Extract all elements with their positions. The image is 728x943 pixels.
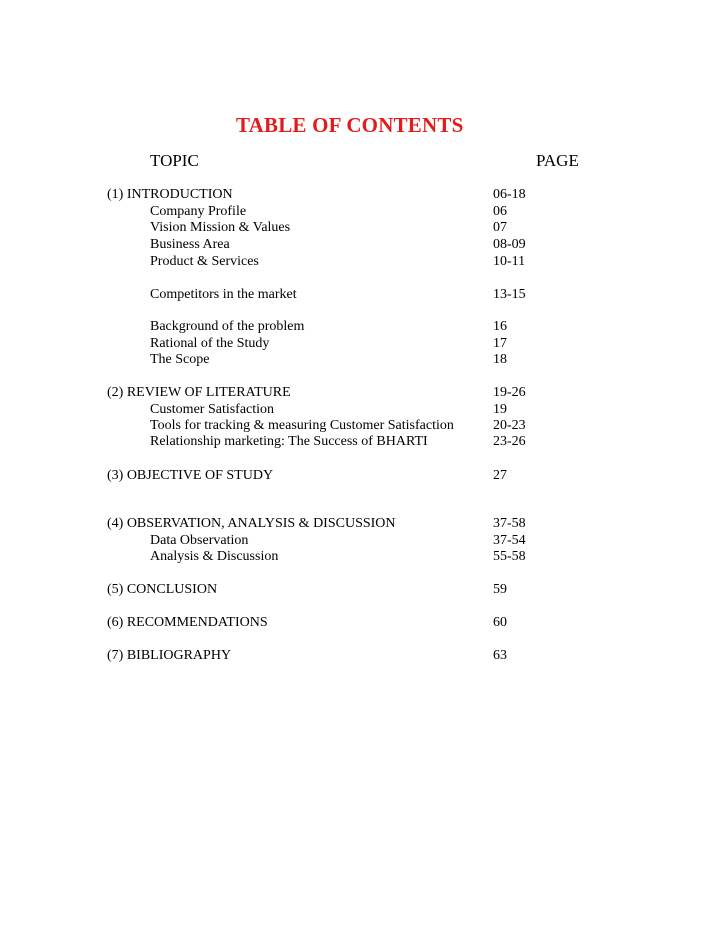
toc-entry-page: 27 [493, 468, 507, 483]
toc-entry-label: Customer Satisfaction [150, 402, 275, 417]
toc-entry-label: (7) BIBLIOGRAPHY [107, 648, 232, 663]
toc-entry-label: Rational of the Study [150, 336, 270, 351]
toc-entry-label: Business Area [150, 237, 230, 252]
toc-entry-label: Tools for tracking & measuring Customer Satisfaction [150, 418, 454, 433]
toc-subentry-row [0, 402, 728, 418]
toc-entry-page: 06 [493, 204, 507, 219]
toc-entry-label: (3) OBJECTIVE OF STUDY [107, 468, 274, 483]
toc-entry-page: 10-11 [493, 254, 526, 269]
topic-column-header: TOPIC [150, 151, 199, 170]
toc-subentry-row [0, 287, 728, 303]
toc-entry-label: Relationship marketing: The Success of BHARTI [150, 434, 428, 449]
toc-entry-page: 18 [493, 352, 507, 367]
toc-subentry-row [0, 319, 728, 335]
toc-entry-page: 37-58 [493, 516, 526, 531]
toc-entry-page: 37-54 [493, 533, 526, 548]
toc-entry-label: (6) RECOMMENDATIONS [107, 615, 268, 630]
toc-subentry-row [0, 418, 728, 434]
page-column-header: PAGE [536, 151, 579, 170]
toc-entry-label: Data Observation [150, 533, 249, 548]
toc-section-row [0, 582, 728, 598]
toc-entry-label: (1) INTRODUCTION [107, 187, 233, 202]
toc-entry-page: 63 [493, 648, 507, 663]
toc-entry-page: 59 [493, 582, 507, 597]
toc-subentry-row [0, 220, 728, 236]
toc-section-row [0, 385, 728, 401]
toc-entry-label: Competitors in the market [150, 287, 297, 302]
toc-subentry-row [0, 237, 728, 253]
toc-entry-page: 16 [493, 319, 507, 334]
toc-section-row [0, 187, 728, 203]
toc-entry-label: Analysis & Discussion [150, 549, 279, 564]
toc-entry-page: 19-26 [493, 385, 526, 400]
toc-entry-page: 60 [493, 615, 507, 630]
toc-section-row [0, 615, 728, 631]
toc-section-row [0, 648, 728, 664]
toc-entry-page: 07 [493, 220, 507, 235]
toc-entry-label: Product & Services [150, 254, 259, 269]
toc-entry-label: (2) REVIEW OF LITERATURE [107, 385, 291, 400]
toc-subentry-row [0, 549, 728, 565]
toc-subentry-row [0, 352, 728, 368]
toc-subentry-row [0, 204, 728, 220]
toc-entry-page: 19 [493, 402, 507, 417]
toc-entry-page: 08-09 [493, 237, 526, 252]
toc-section-row [0, 516, 728, 532]
toc-section-row [0, 468, 728, 484]
toc-subentry-row [0, 254, 728, 270]
toc-entry-page: 20-23 [493, 418, 526, 433]
toc-subentry-row [0, 533, 728, 549]
toc-entry-label: Vision Mission & Values [150, 220, 291, 235]
toc-subentry-row [0, 336, 728, 352]
toc-entry-page: 55-58 [493, 549, 526, 564]
toc-entry-page: 13-15 [493, 287, 526, 302]
toc-entry-label: Company Profile [150, 204, 247, 219]
toc-entry-page: 06-18 [493, 187, 526, 202]
toc-entry-label: (5) CONCLUSION [107, 582, 218, 597]
toc-entry-page: 23-26 [493, 434, 526, 449]
toc-entry-page: 17 [493, 336, 507, 351]
toc-entry-label: Background of the problem [150, 319, 305, 334]
page-title: TABLE OF CONTENTS [236, 113, 464, 137]
toc-subentry-row [0, 434, 728, 450]
toc-entry-label: (4) OBSERVATION, ANALYSIS & DISCUSSION [107, 516, 396, 531]
toc-entry-label: The Scope [150, 352, 210, 367]
